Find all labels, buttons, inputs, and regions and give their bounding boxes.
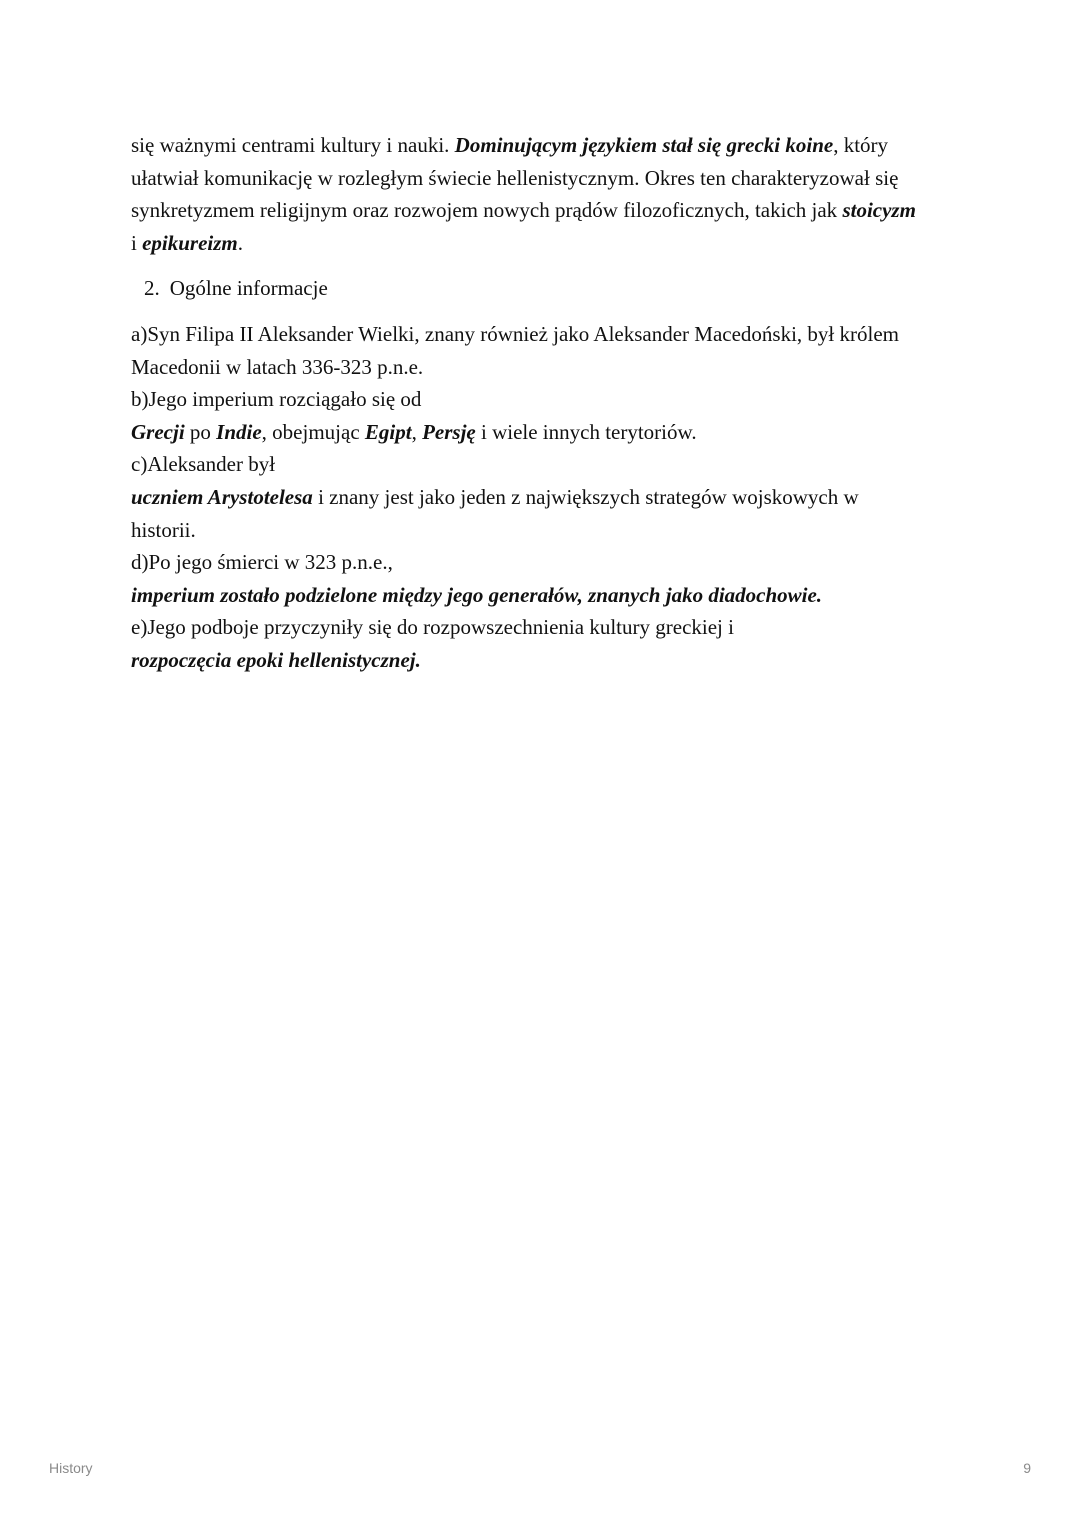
- intro-line-2: ułatwiał komunikację w rozległym świecie hellenistycznym. Okres ten charakteryzował się: [131, 165, 899, 190]
- text: po: [184, 419, 217, 444]
- section-heading: [131, 272, 961, 305]
- intro-line-3: [131, 194, 961, 227]
- emphasis: Persję: [422, 419, 476, 444]
- intro-line-1: [131, 129, 961, 162]
- page-number: 9: [1023, 1460, 1031, 1476]
- emphasis: uczniem Arystotelesa: [131, 484, 313, 509]
- document-body: [131, 129, 961, 677]
- text: i: [131, 230, 143, 255]
- text: i wiele innych terytoriów.: [475, 419, 697, 444]
- emphasis: Egipt: [364, 419, 412, 444]
- text: ,: [411, 419, 423, 444]
- text: synkretyzmem religijnym oraz rozwojem nowych prądów filozoficznych, takich jak: [131, 198, 843, 223]
- emphasis: rozpoczęcia epoki hellenistycznej.: [131, 647, 421, 672]
- fact-c-line-2: [131, 481, 961, 514]
- facts-list: [131, 318, 961, 677]
- text: i znany jest jako jeden z największych strategów wojskowych w: [312, 484, 859, 509]
- fact-a-line-2: Macedonii w latach 336-323 p.n.e.: [131, 354, 424, 379]
- fact-b-line-1: b)Jego imperium rozciągało się od: [131, 387, 422, 412]
- section-title: Ogólne informacje: [169, 276, 328, 301]
- fact-c-line-1: c)Aleksander był: [131, 452, 276, 477]
- text: , który: [833, 133, 889, 157]
- emphasis: stoicyzm: [842, 198, 916, 223]
- emphasis: epikureizm: [142, 230, 238, 255]
- fact-e-line-2: [131, 644, 961, 677]
- section-number: 2.: [144, 276, 160, 301]
- fact-e-line-1: e)Jego podboje przyczyniły się do rozpowszechnienia kultury greckiej i: [131, 615, 734, 640]
- emphasis: Dominującym językiem stał się grecki koine: [454, 133, 834, 157]
- intro-paragraph: [131, 129, 961, 259]
- emphasis: imperium zostało podzielone między jego generałów, znanych jako diadochowie.: [131, 582, 823, 607]
- emphasis: Indie: [216, 419, 262, 444]
- fact-c-line-3: historii.: [131, 517, 196, 542]
- text: się ważnymi centrami kultury i nauki.: [131, 133, 455, 157]
- emphasis: Grecji: [131, 419, 185, 444]
- fact-d-line-1: d)Po jego śmierci w 323 p.n.e.,: [131, 550, 393, 575]
- intro-line-4: [131, 227, 961, 260]
- text: , obejmując: [261, 419, 365, 444]
- fact-a-line-1: a)Syn Filipa II Aleksander Wielki, znany również jako Aleksander Macedoński, był królem: [131, 321, 899, 346]
- footer-subject: History: [49, 1460, 93, 1476]
- text: .: [237, 230, 244, 255]
- fact-d-line-2: [131, 579, 961, 612]
- fact-b-line-2: [131, 416, 961, 449]
